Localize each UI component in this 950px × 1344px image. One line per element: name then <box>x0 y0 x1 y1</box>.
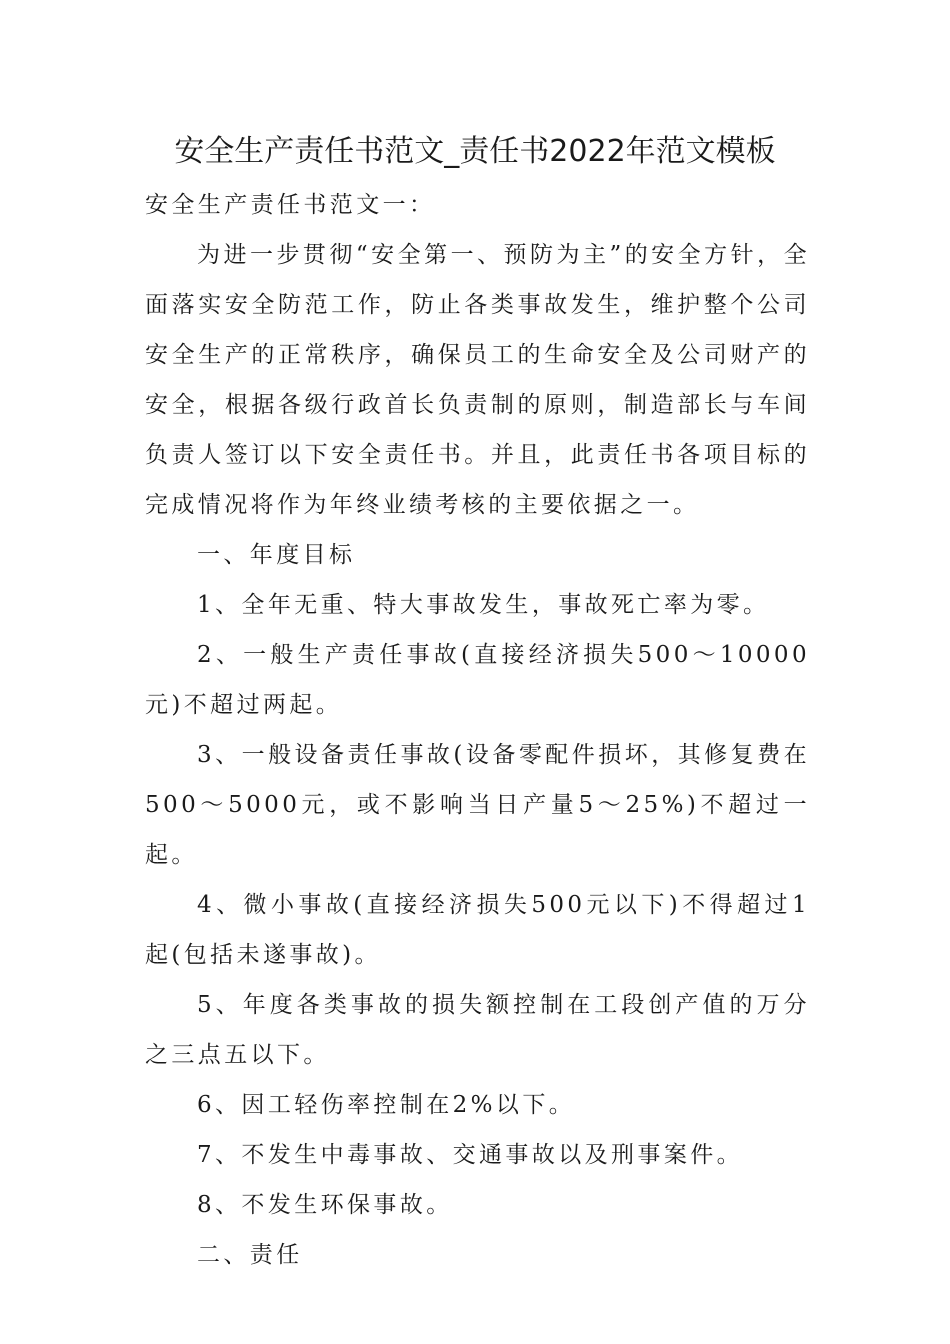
section-heading: 二、责任 <box>197 1242 303 1268</box>
intro-paragraph: 为进一步贯彻“安全第一、预防为主”的安全方针，全面落实安全防范工作，防止各类事故发生，维护整个公司安全生产的正常秩序，确保员工的生命安全及公司财产的安全，根据各级行政首长负责制的原则，制造部长与车间负责人签订以下安全责任书。并且，此责任书各项目标的完成情况将作为年终业绩考核的主要依据之一。 <box>145 242 810 518</box>
list-item: 4、微小事故(直接经济损失500元以下)不得超过1起(包括未遂事故)。 <box>145 892 810 968</box>
list-item: 3、一般设备责任事故(设备零配件损坏，其修复费在500～5000元，或不影响当日产量5～25%)不超过一起。 <box>145 742 810 868</box>
document-body <box>145 180 810 1280</box>
section-heading: 一、年度目标 <box>197 542 356 568</box>
list-item: 7、不发生中毒事故、交通事故以及刑事案件。 <box>197 1142 744 1168</box>
section-heading: 安全生产责任书范文一： <box>145 192 436 218</box>
list-item: 1、全年无重、特大事故发生，事故死亡率为零。 <box>197 592 770 618</box>
list-item: 8、不发生环保事故。 <box>197 1192 453 1218</box>
document-title: 安全生产责任书范文_责任书2022年范文模板 <box>174 134 776 169</box>
list-item: 5、年度各类事故的损失额控制在工段创产值的万分之三点五以下。 <box>145 992 810 1068</box>
list-item: 6、因工轻伤率控制在2%以下。 <box>197 1092 576 1118</box>
list-item: 2、一般生产责任事故(直接经济损失500～10000元)不超过两起。 <box>145 642 810 718</box>
